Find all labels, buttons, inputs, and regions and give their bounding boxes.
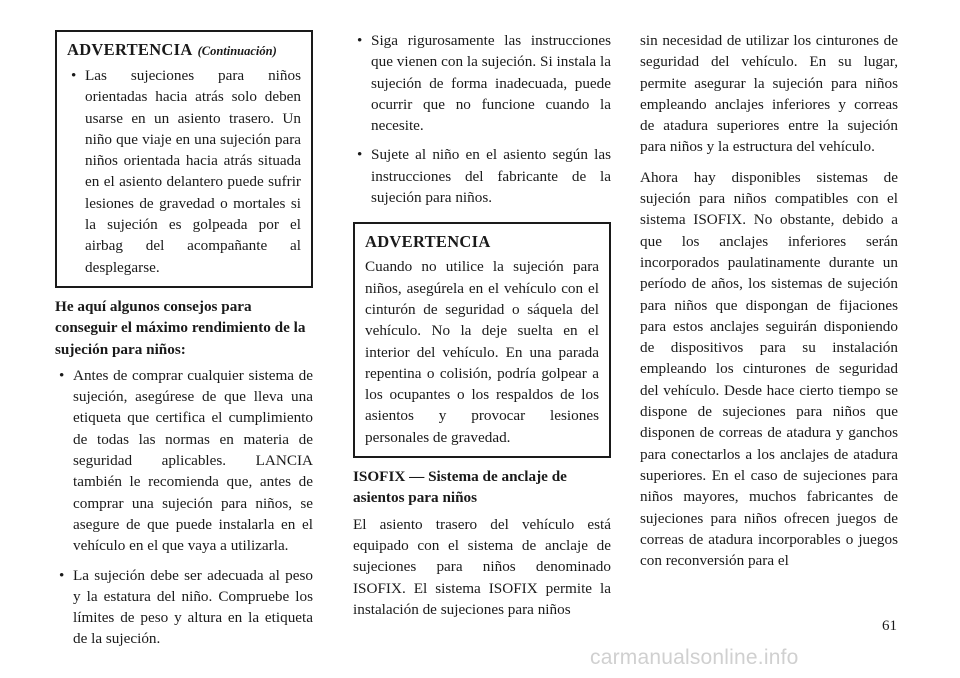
warning-box [353, 222, 611, 458]
tips-bullets [55, 365, 313, 650]
isofix-paragraph: El asiento trasero del vehículo está equipado con el sistema de anclaje de sujeciones para niños denominado ISOFIX. El sistema ISOFIX permite la instalación de sujeciones para niños [353, 515, 611, 618]
bullet-icon: • [59, 566, 65, 584]
tip-bullet: • Antes de comprar cualquier sistema de sujeción, asegúrese de que lleva una etiqueta que certifica el cumplimiento de todas las normas en materia de seguridad aplicables. LANCIA también le recomienda que, antes de comprar una sujeción para niños, se asegure de que puede instalarla en el vehículo en el que vaya a utilizarla. [59, 366, 313, 555]
warning-title [67, 38, 301, 63]
tips-heading: He aquí algunos consejos para conseguir el máximo rendimiento de la sujeción para niños: [55, 297, 306, 358]
tips-bullets-continued [353, 30, 611, 208]
isofix-paragraph-2: Ahora hay disponibles sistemas de sujeción para niños compatibles con el sistema ISOFIX. No obstante, debido a que los anclajes inferiores serán incorporados paulatinamente durante un período de años, los sistemas de sujeción para niños que dispongan de fijaciones para estos anclajes seguirán disponiendo de dispositivos para su instalación empleando los cinturones de seguridad del vehículo. Desde hace cierto tiempo se dispone de sujeciones para niños que disponen de correas de atadura y ganchos para conectarlos a los anclajes de atadura superiores. En el caso de sujeciones para niños mayores, muchos fabricantes de sujeciones para niños ofrecen juegos de correas de atadura incorporables o juegos con reconversión para el [640, 168, 898, 570]
isofix-heading: ISOFIX — Sistema de anclaje de asientos para niños [353, 468, 567, 507]
watermark: carmanualsonline.info [590, 646, 799, 669]
page-number: 61 [882, 618, 897, 634]
tip-bullet: • Sujete al niño en el asiento según las instrucciones del fabricante de la sujeción para niños. [357, 146, 611, 207]
warning-title-text: ADVERTENCIA [67, 40, 193, 59]
tip-bullet: • La sujeción debe ser adecuada al peso y la estatura del niño. Compruebe los límites de peso y altura en la etiqueta de la sujeción. [59, 566, 313, 648]
warning-continuation: (Continuación) [197, 44, 277, 58]
column-1 [55, 30, 313, 658]
bullet-icon: • [59, 366, 65, 384]
warning-text: Cuando no utilice la sujeción para niños, asegúrela en el vehículo con el cinturón de seguridad o sáquela del vehículo. No la deje suelta en el interior del vehículo. En una parada repentina o colisión, podría golpear a los ocupantes o los respaldos de los asientos y provocar lesiones personales de gravedad. [365, 258, 599, 446]
bullet-icon: • [357, 32, 363, 49]
warning-box-continued [55, 30, 313, 288]
warning-bullets [67, 65, 301, 278]
column-3 [640, 30, 898, 571]
bullet-icon: • [71, 67, 77, 84]
column-2 [353, 30, 611, 620]
warning-title: ADVERTENCIA [365, 232, 491, 252]
tip-bullet: • Siga rigurosamente las instrucciones que vienen con la sujeción. Si instala la sujeción de forma inadecuada, puede ocurrir que no funcione cuando la necesite. [357, 32, 611, 135]
isofix-paragraph-continued: sin necesidad de utilizar los cinturones de seguridad del vehículo. En su lugar, permite asegurar la sujeción para niños empleando anclajes inferiores y correas de atadura superiores entre la sujeción para niños y la estructura del vehículo. [640, 32, 898, 156]
warning-bullet: • Las sujeciones para niños orientadas hacia atrás solo deben usarse en un asiento trasero. Un niño que viaje en una sujeción para niños orientada hacia atrás situada en el asiento delantero puede sufrir lesiones de gravedad o mortales si la sujeción es golpeada por el airbag del acompañante al desplegarse. [71, 67, 301, 276]
bullet-icon: • [357, 146, 363, 164]
